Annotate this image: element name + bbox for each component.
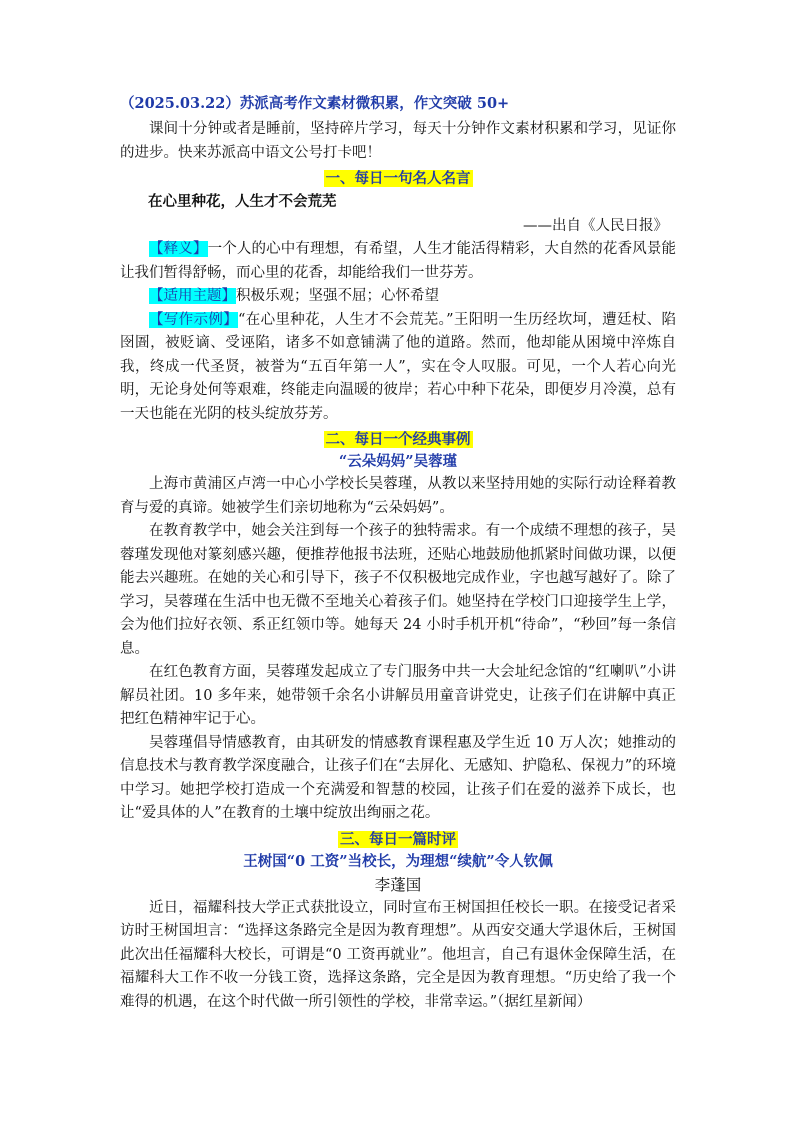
daily-quote: 在心里种花，人生才不会荒芜 bbox=[148, 193, 337, 210]
case-paragraph: 在红色教育方面，吴蓉瑾发起成立了专门服务中共一大会址纪念馆的“红喇叭”小讲解员社团。10 多年来，她带领千余名小讲解员用童音讲党史，让孩子们在讲解中真正把红色精神牢记于心。 bbox=[120, 664, 676, 727]
section-heading-quote-text: 一、每日一句名人名言 bbox=[325, 170, 471, 187]
explain-tag: 【释义】 bbox=[149, 241, 208, 257]
section-heading-quote bbox=[120, 167, 676, 190]
commentary-title: 王树国“0 工资”当校长，为理想“续航”令人钦佩 bbox=[243, 852, 553, 870]
case-title: “云朵妈妈”吴蓉瑾 bbox=[338, 453, 458, 470]
case-paragraph: 吴蓉瑾倡导情感教育，由其研发的情感教育课程惠及学生近 10 万人次；她推动的信息技术与教育教学深度融合，让孩子们在“去屏化、无感知、护隐私、保视力”的环境中学习。她把学校打造成一个充满爱和智慧的校园，让孩子们在爱的滋养下成长，也让“爱具体的人”在教育的土壤中绽放出绚丽之花。 bbox=[120, 734, 676, 821]
section-heading-commentary bbox=[120, 828, 676, 851]
explain-paragraph bbox=[120, 238, 676, 285]
section-heading-case-text: 二、每日一个经典事例 bbox=[325, 431, 471, 448]
theme-tag: 【适用主题】 bbox=[149, 288, 236, 304]
section-heading-commentary-text: 三、每日一篇时评 bbox=[340, 830, 456, 848]
document-title: （2025.03.22）苏派高考作文素材微积累，作文突破 50+ bbox=[120, 95, 510, 112]
example-text: “在心里种花，人生才不会荒芜。”王阳明一生历经坎坷，遭廷杖、陷囹圄，被贬谪、受诬陷，诸多不如意铺满了他的道路。然而，他却能从困境中淬炼自我，终成一代圣贤，被誉为“五百年第一人”，实在令人叹服。可见，一个人若心向光明，无论身处何等艰难，终能走向温暖的彼岸；若心中种下花朵，即便岁月冷漠，总有一天也能在光阴的枝头绽放芬芳。 bbox=[120, 311, 677, 422]
quote-source: ——出自《人民日报》 bbox=[523, 218, 668, 234]
case-paragraph: 在教育教学中，她会关注到每一个孩子的独特需求。有一个成绩不理想的孩子，吴蓉瑾发现他对篆刻感兴趣，便推荐他报书法班，还贴心地鼓励他抓紧时间做功课，以便能去兴趣班。在她的关心和引导下，孩子不仅积极地完成作业，字也越写越好了。除了学习，吴蓉瑾在生活中也无微不至地关心着孩子们。她坚持在学校门口迎接学生上学，会为他们拉好衣领、系正红领巾等。她每天 24 小时手机开机“待命”，“秒回”每一条信息。 bbox=[120, 523, 676, 657]
theme-paragraph bbox=[120, 285, 676, 309]
commentary-paragraph: 近日，福耀科技大学正式获批设立，同时宣布王树国担任校长一职。在接受记者采访时王树国坦言：“选择这条路完全是因为教育理想”。从西安交通大学退休后，王树国此次出任福耀科大校长，可谓是“0 工资再就业”。他坦言，自己有退休金保障生活，在福耀科大工作不收一分钱工资，选择这条路，完全是因为教育理想。“历史给了我一个难得的机遇，在这个时代做一所引领性的学校，非常幸运。”（据红星新闻） bbox=[120, 899, 676, 1010]
case-paragraph: 上海市黄浦区卢湾一中心小学校长吴蓉瑾，从教以来坚持用她的实际行动诠释着教育与爱的真谛。她被学生们亲切地称为“云朵妈妈”。 bbox=[120, 476, 676, 516]
theme-text: 积极乐观；坚强不屈；心怀希望 bbox=[236, 288, 439, 304]
section-heading-case bbox=[120, 428, 676, 451]
intro-paragraph: 课间十分钟或者是睡前，坚持碎片学习，每天十分钟作文素材积累和学习，见证你的进步。快来苏派高中语文公号打卡吧！ bbox=[120, 121, 676, 161]
commentary-author: 李蓬国 bbox=[374, 875, 422, 894]
document-page bbox=[120, 92, 676, 1014]
explain-text: 一个人的心中有理想，有希望，人生才能活得精彩，大自然的花香风景能让我们暂得舒畅，而心里的花香，却能给我们一世芬芳。 bbox=[120, 241, 677, 281]
example-tag: 【写作示例】 bbox=[149, 311, 238, 328]
example-paragraph bbox=[120, 309, 676, 427]
